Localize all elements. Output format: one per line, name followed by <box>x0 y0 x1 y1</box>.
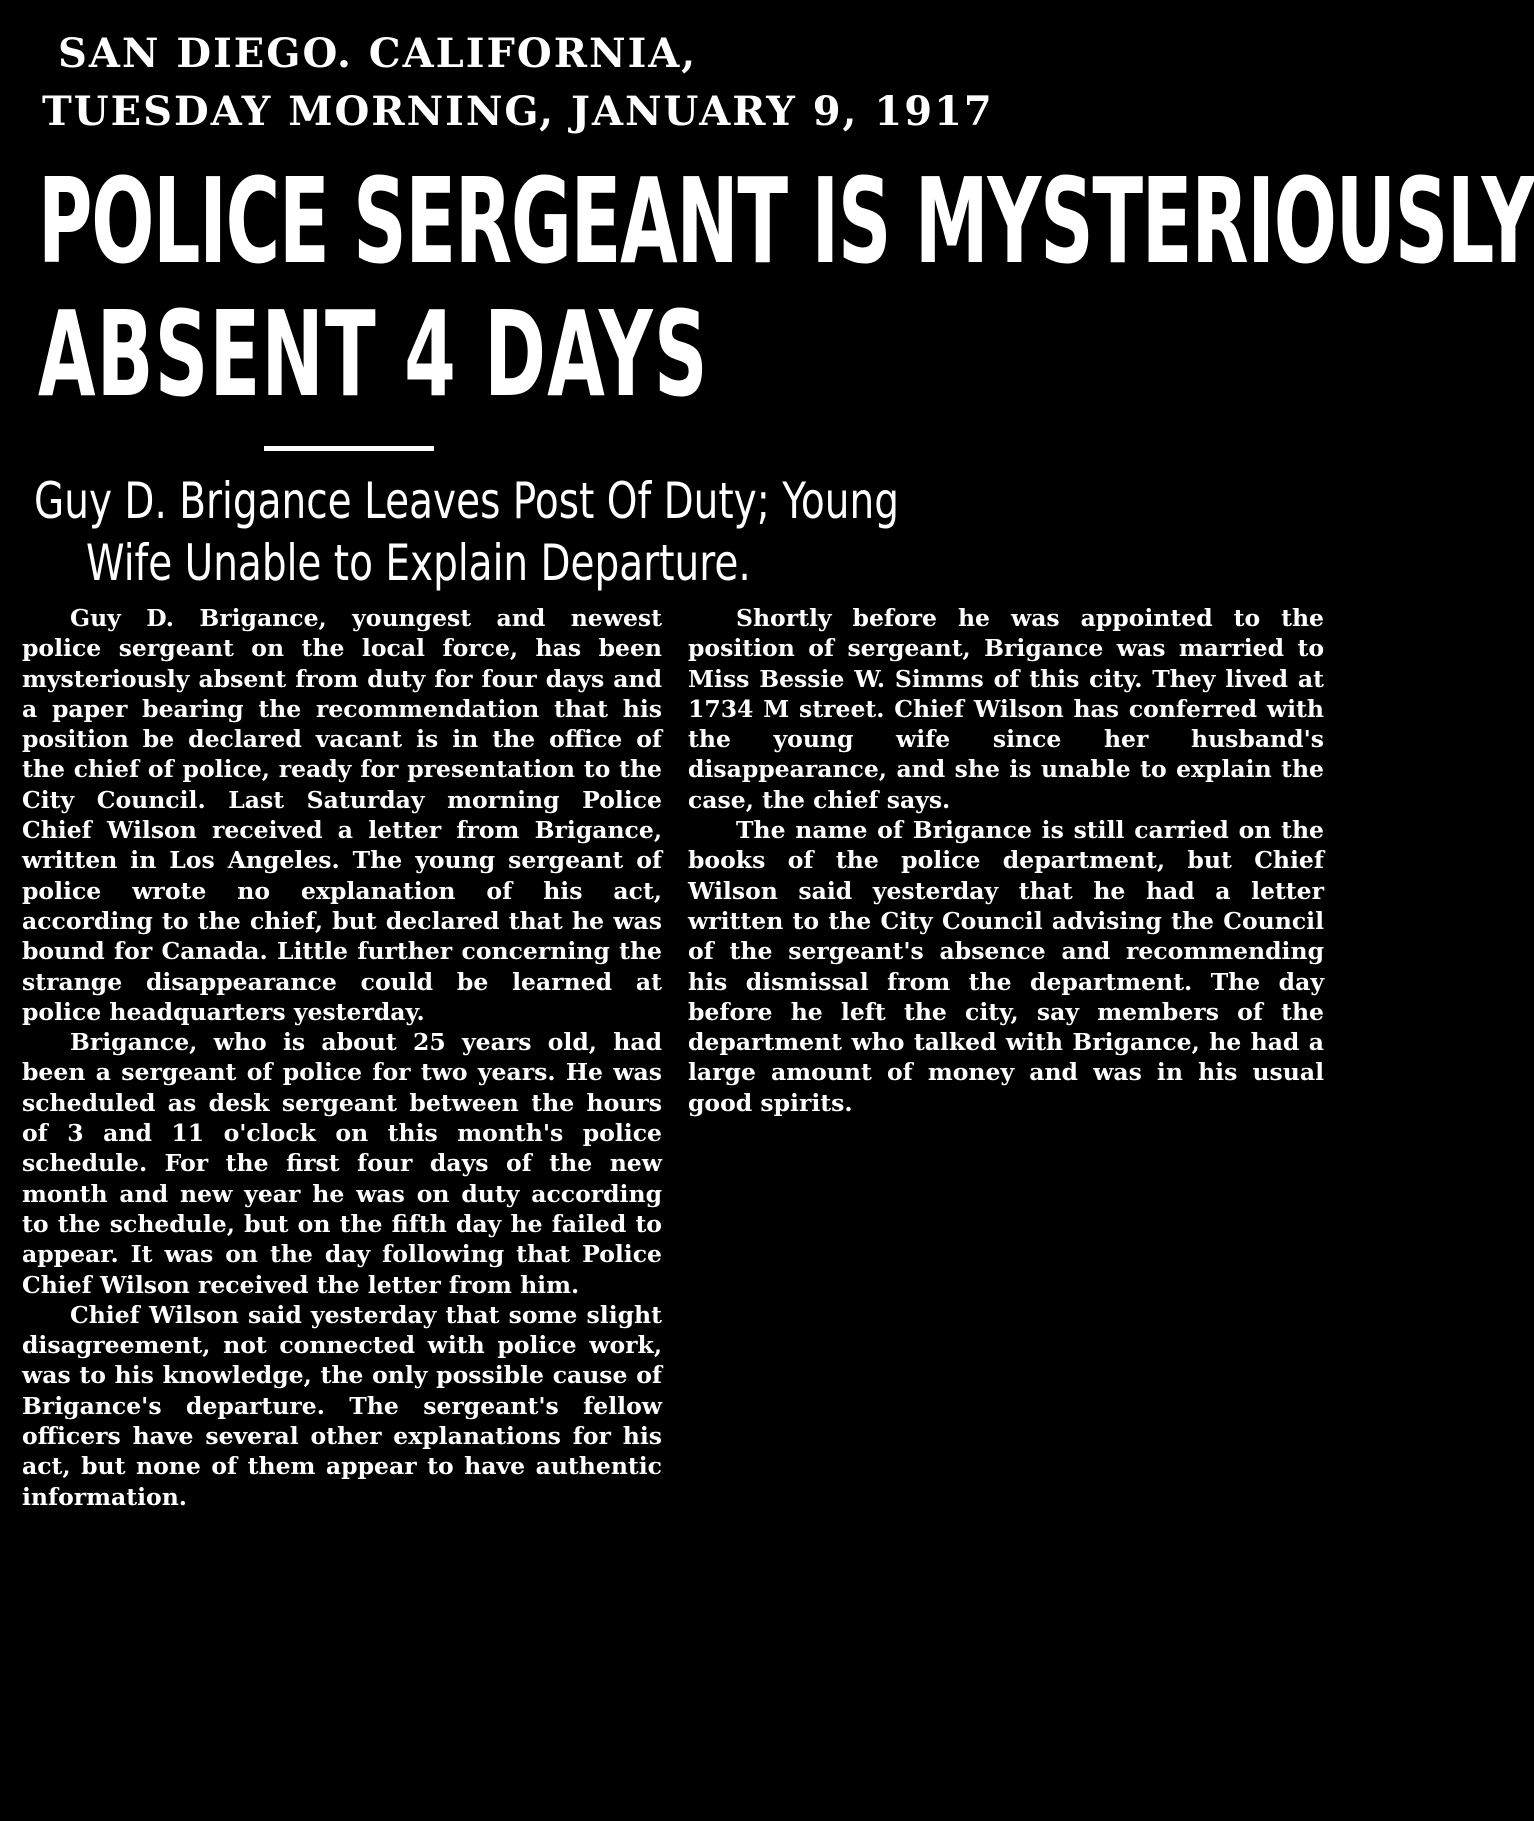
article-paragraph: Shortly before he was appointed to the position of sergeant, Brigance was married to Miss Bessie W. Simms of this city. They lived at 1734 M street. Chief Wilson has conferred with the young wife since her husband's disappearance, and she is unable to explain the case, the chief says. <box>688 604 1324 814</box>
subheadline-line-2: Wife Unable to Explain Departure. <box>86 534 751 592</box>
headline-line-2: ABSENT 4 DAYS <box>38 285 709 423</box>
dateline-location: SAN DIEGO. CALIFORNIA, <box>58 30 698 77</box>
headline-divider <box>264 446 434 451</box>
article-paragraph: Chief Wilson said yesterday that some slight disagreement, not connected with police work, was to his knowledge, the only possible cause of Brigance's departure. The sergeant's fellow officers have several other explanations for his act, but none of them appear to have authentic information. <box>22 1300 662 1511</box>
headline-line-1: POLICE SERGEANT IS MYSTERIOUSLY <box>38 152 1534 290</box>
article-paragraph: Brigance, who is about 25 years old, had been a sergeant of police for two years. He was scheduled as desk sergeant between the hours of 3 and 11 o'clock on this month's police schedule. For the first four days of the new month and new year he was on duty according to the schedule, but on the fifth day he failed to appear. It was on the day following that Police Chief Wilson received the letter from him. <box>22 1028 662 1299</box>
subheadline-line-1: Guy D. Brigance Leaves Post Of Duty; Young <box>34 472 899 530</box>
article-column-left <box>22 603 662 1512</box>
article-paragraph: Guy D. Brigance, youngest and newest police sergeant on the local force, has been mysteriously absent from duty for four days and a paper bearing the recommendation that his position be declared vacant is in the office of the chief of police, ready for presentation to the City Council. Last Saturday morning Police Chief Wilson received a letter from Brigance, written in Los Angeles. The young sergeant of police wrote no explanation of his act, according to the chief, but declared that he was bound for Canada. Little further concerning the strange disappearance could be learned at police headquarters yesterday. <box>22 604 662 1026</box>
article-column-right <box>688 603 1324 1118</box>
dateline-date: TUESDAY MORNING, JANUARY 9, 1917 <box>42 88 994 135</box>
article-paragraph: The name of Brigance is still carried on the books of the police department, but Chief Wilson said yesterday that he had a letter written to the City Council advising the Council of the sergeant's absence and recommending his dismissal from the department. The day before he left the city, say members of the department who talked with Brigance, he had a large amount of money and was in his usual good spirits. <box>688 816 1324 1117</box>
